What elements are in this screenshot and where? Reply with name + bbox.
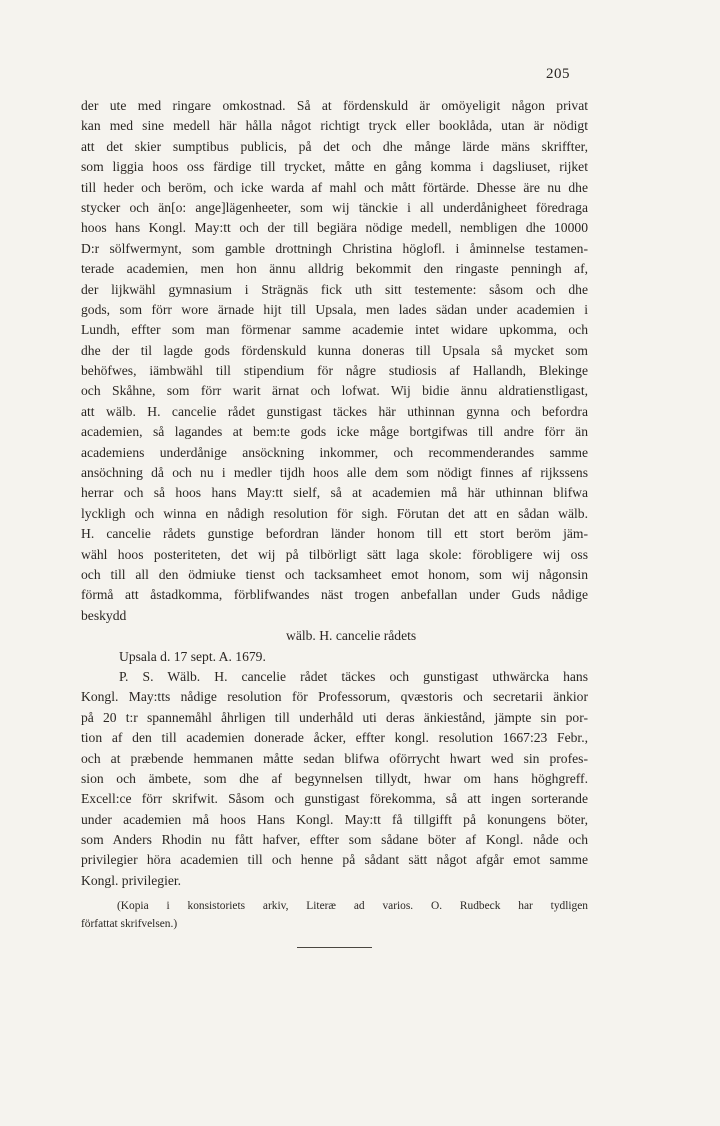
text-line: beskydd	[81, 607, 127, 623]
text-line: lyckligh och winna en nådigh resolution för sigh. Förutan det att en sådan wälb.	[81, 505, 588, 521]
text-line: och till all den ödmiuke tienst och tacksamheet emot honom, som wij någonsin	[81, 566, 588, 582]
text-line: att wälb. H. cancelie rådet gunstigast täckes här uthinnan gynna och befordra	[81, 403, 588, 419]
text-line: som liggia hoos oss färdige till trycket, måtte en gång komma i dagsliuset, rijket	[81, 159, 588, 175]
text-line: till heder och beröm, och icke warda af mahl och mått förtärde. Dhesse äre nu dhe	[81, 179, 588, 195]
source-note	[81, 897, 588, 933]
end-rule	[297, 947, 372, 948]
source-note-line: författat skrifvelsen.)	[81, 918, 178, 930]
text-line: som Anders Rhodin nu fått hafver, effter som sådane böter af Kongl. nåde och	[81, 832, 588, 848]
text-line: academiens underdånige ansöckning inkommer, och recommenderandes samme	[81, 444, 588, 460]
text-line: stycker och än[o: ange]lägenheeter, som wij tänckie i all underdånigheet föredraga	[81, 199, 588, 215]
signature-line: wälb. H. cancelie rådets	[286, 628, 417, 644]
text-line: under academien må hoos Hans Kongl. May:tt få tillgifft på konungens böter,	[81, 811, 588, 827]
text-line: och Skåhne, som förr warit ärnat och lofwat. Wij bidie ännu aldratienstligast,	[81, 383, 588, 399]
source-note-line: (Kopia i konsistoriets arkiv, Literæ ad varios. O. Rudbeck har tydligen	[117, 900, 588, 912]
text-line: privilegier höra academien till och henne på sådant sätt något afgår emot samme	[81, 852, 588, 868]
text-line: behöfwes, iämbwähl till stipendium för någre studiosis af Hallandh, Blekinge	[81, 363, 588, 379]
text-line: kan med sine medell här hålla något richtigt tryck eller booklåda, utan är nödigt	[81, 118, 588, 134]
text-line: gods, som förr wore ärnade hijt till Upsala, men lades sädan under academien i	[81, 301, 588, 317]
text-line: sion och ämbete, som dhe af begynnelsen tillydt, hwar om hans höghgreff.	[81, 770, 588, 786]
text-line: wähl hoos posteriteten, det wij på tilbörligt sätt laga skole: förobligere wij oss	[81, 546, 588, 562]
text-line: att det skier sumptibus publicis, på det och dhe månge lärde mäns skriffter,	[81, 138, 588, 154]
postscript-line: P. S. Wälb. H. cancelie rådet täckes och gunstigast uthwärcka hans	[119, 668, 588, 684]
text-line: terade academien, men hon ännu alldrig bekommit den ringaste penningh af,	[81, 261, 588, 277]
text-line: Kongl. privilegier.	[81, 872, 182, 888]
text-line: D:r sölfwermynt, som gamble drottningh Christina höglofl. i åminnelse testamen-	[81, 240, 588, 256]
text-line: på 20 t:r spannemåhl åhrligen till underhåld uti deras änkiestånd, jämpte sin por-	[81, 709, 588, 725]
text-line: och at præbende hemmanen måtte sedan blifwa oförrycht hwart wed sin profes-	[81, 750, 588, 766]
text-line: Lundh, effter som man förmenar samme academie intet widare upkomma, och	[81, 322, 588, 338]
text-line: der ute med ringare omkostnad. Så at fördenskuld är omöyeligit någon privat	[81, 98, 588, 113]
place-date-line: Upsala d. 17 sept. A. 1679.	[119, 648, 266, 664]
text-line: dhe der til lagde gods fördenskuld kunna doneras till Upsala så mycket som	[81, 342, 588, 358]
body-text	[81, 96, 588, 891]
text-line: H. cancelie rådets gunstige befordran länder honom till ett stort beröm jäm-	[81, 526, 588, 542]
text-line: ansöchning då och nu i medler tijdh hoos alle dem som nödigt finnes af rijkssens	[81, 465, 588, 481]
text-line: der lijkwähl gymnasium i Strägnäs fick uth sitt testemente: såsom och dhe	[81, 281, 588, 297]
text-line: Kongl. May:tts nådige resolution för Professorum, qvæstoris och secretarii änkior	[81, 689, 588, 705]
page-number: 205	[546, 66, 570, 82]
text-line: Excell:ce förr skrifwit. Såsom och gunstigast förekomma, så att ingen sorterande	[81, 791, 588, 807]
text-line: academien, så lagandes at bem:te gods icke måge bortgifwas till andre förr än	[81, 424, 588, 440]
text-line: hoos hans Kongl. May:tt och der till begiära nödige medell, nembligen dhe 10000	[81, 220, 588, 236]
text-line: herrar och så hoos hans May:tt sielf, så at academien må här uthinnan blifwa	[81, 485, 588, 501]
text-line: förmå att åstadkomma, förblifwandes näst trogen anbefallan under Guds nådige	[81, 587, 588, 603]
text-line: tion af den till academien donerade åcker, effter kongl. resolution 1667:23 Febr.,	[81, 730, 588, 746]
